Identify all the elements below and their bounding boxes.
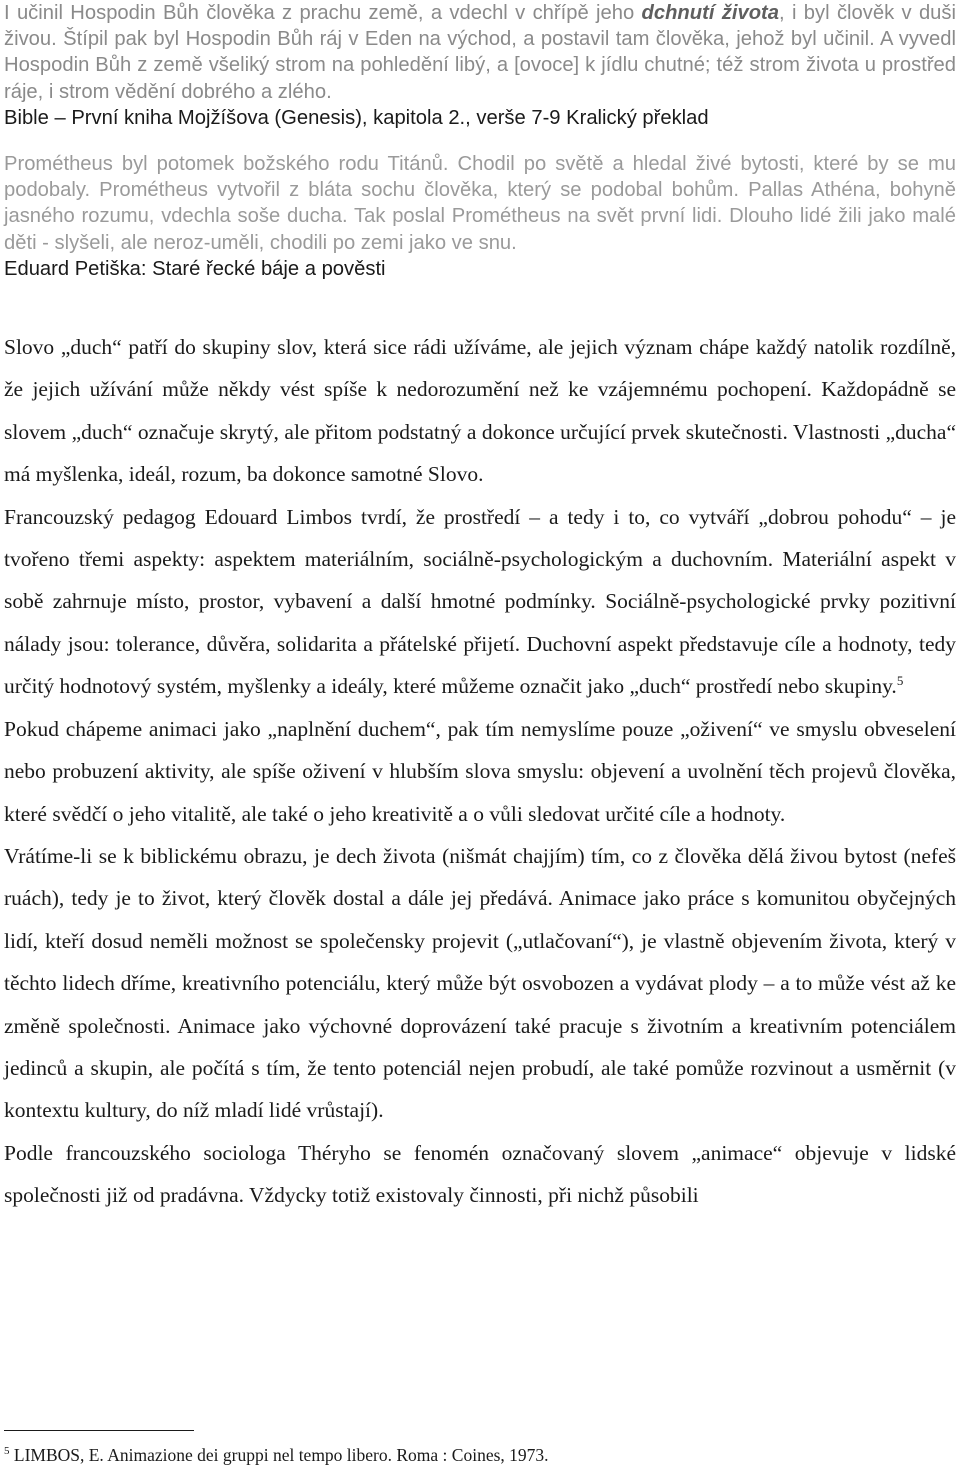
bible-quote (4, 0, 956, 105)
prometheus-quote: Prométheus byl potomek božského rodu Titánů. Chodil po světě a hledal živé bytosti, které by se mu podobaly. Prométheus vytvořil z bláta sochu člověka, který se podobal bohům. Pallas Athéna, bohyně jasného rozumu, vdechla soše ducha. Tak poslal Prométheus na svět první lidi. Dlouho lidé žili jako malé děti - slyšeli, ale neroz-uměli, chodili po zemi jako ve snu. (4, 153, 956, 254)
bible-source: Bible – První kniha Mojžíšova (Genesis), kapitola 2., verše 7-9 Kralický překlad (4, 106, 709, 129)
footnote-number: 5 (4, 1445, 10, 1458)
footnote-divider (4, 1430, 194, 1431)
paragraph-limbos-text: Francouzský pedagog Edouard Limbos tvrdí, že prostředí – a tedy i to, co vytváří „dobrou pohodu“ – je tvořeno třemi aspekty: aspektem materiálním, sociálně-psychologickým a duchovním. Materiální aspekt v sobě zahrnuje místo, prostor, vybavení a další hmotné podmínky. Sociálně-psychologické prvky pozitivní nálady jsou: tolerance, důvěra, solidarita a přátelské přijetí. Duchovní aspekt představuje cíle a hodnoty, tedy určitý hodnotový systém, myšlenky a ideály, které můžeme označit jako „duch“ prostředí nebo skupiny. (4, 504, 956, 699)
paragraph-duch: Slovo „duch“ patří do skupiny slov, která sice rádi užíváme, ale jejich význam chápe každý natolik rozdílně, že jejich užívání může někdy vést spíše k nedorozumění než ke vzájemnému pochopení. Každopádně se slovem „duch“ označuje skrytý, ale přitom podstatný a dokonce určující prvek skutečnosti. Vlastnosti „ducha“ má myšlenka, ideál, rozum, ba dokonce samotné Slovo. (4, 335, 956, 487)
paragraph-animace: Pokud chápeme animaci jako „naplnění duchem“, pak tím nemyslíme pouze „oživení“ ve smyslu obveselení nebo probuzení aktivity, ale spíše oživení v hlubším slova smyslu: objevení a uvolnění těch projevů člověka, které svědčí o jeho vitalitě, ale také o jeho kreativitě a o vůli sledovat určité cíle a hodnoty. (4, 716, 956, 826)
bible-quote-after: , i byl člověk v duši živou. Štípil pak byl Hospodin Bůh ráj v Eden na východ, a postavil tam člověka, jehož byl učinil. A vyvedl Hospodin Bůh z země všeliký strom na pohledění libý, a [ovoce] k jídlu chutné; též strom života u prostřed ráje, i strom vědění dobrého a zlého. (4, 2, 956, 103)
paragraph-limbos (4, 496, 956, 708)
paragraph-thery: Podle francouzského sociologa Théryho se fenomén označovaný slovem „animace“ objevuje v lidské společnosti již od pradávna. Vždycky totiž existovaly činnosti, při nichž působili (4, 1140, 956, 1208)
footnote (4, 1444, 549, 1466)
petiska-source: Eduard Petiška: Staré řecké báje a pověsti (4, 257, 386, 280)
bible-quote-emphasis: dchnutí života (641, 2, 779, 24)
footnote-text: LIMBOS, E. Animazione dei gruppi nel tempo libero. Roma : Coines, 1973. (9, 1445, 549, 1465)
footnote-reference[interactable]: 5 (896, 673, 904, 689)
body-text (4, 326, 956, 1217)
bible-quote-before: I učinil Hospodin Bůh člověka z prachu země, a vdechl v chřípě jeho (4, 2, 642, 24)
paragraph-biblicky-obraz: Vrátíme-li se k biblickému obrazu, je dech života (nišmát chajjím) tím, co z člověka dělá živou bytost (nefeš ruách), tedy je to život, který člověk dostal a dále jej předává. Animace jako práce s komunitou obyčejných lidí, kteří dosud neměli možnost se společensky projevit („utlačovaní“), je vlastně objevením života, který v těchto lidech dříme, kreativního potenciálu, který může být osvobozen a vydávat plody – a to může vést až ke změně společnosti. Animace jako výchovné doprovázení také pracuje s životním a kreativním potenciálem jedinců a skupin, ale počítá s tím, že tento potenciál nejen probudí, ale také pomůže rozvinout a usměrnit (v kontextu kultury, do níž mladí lidé vrůstají). (4, 843, 956, 1123)
